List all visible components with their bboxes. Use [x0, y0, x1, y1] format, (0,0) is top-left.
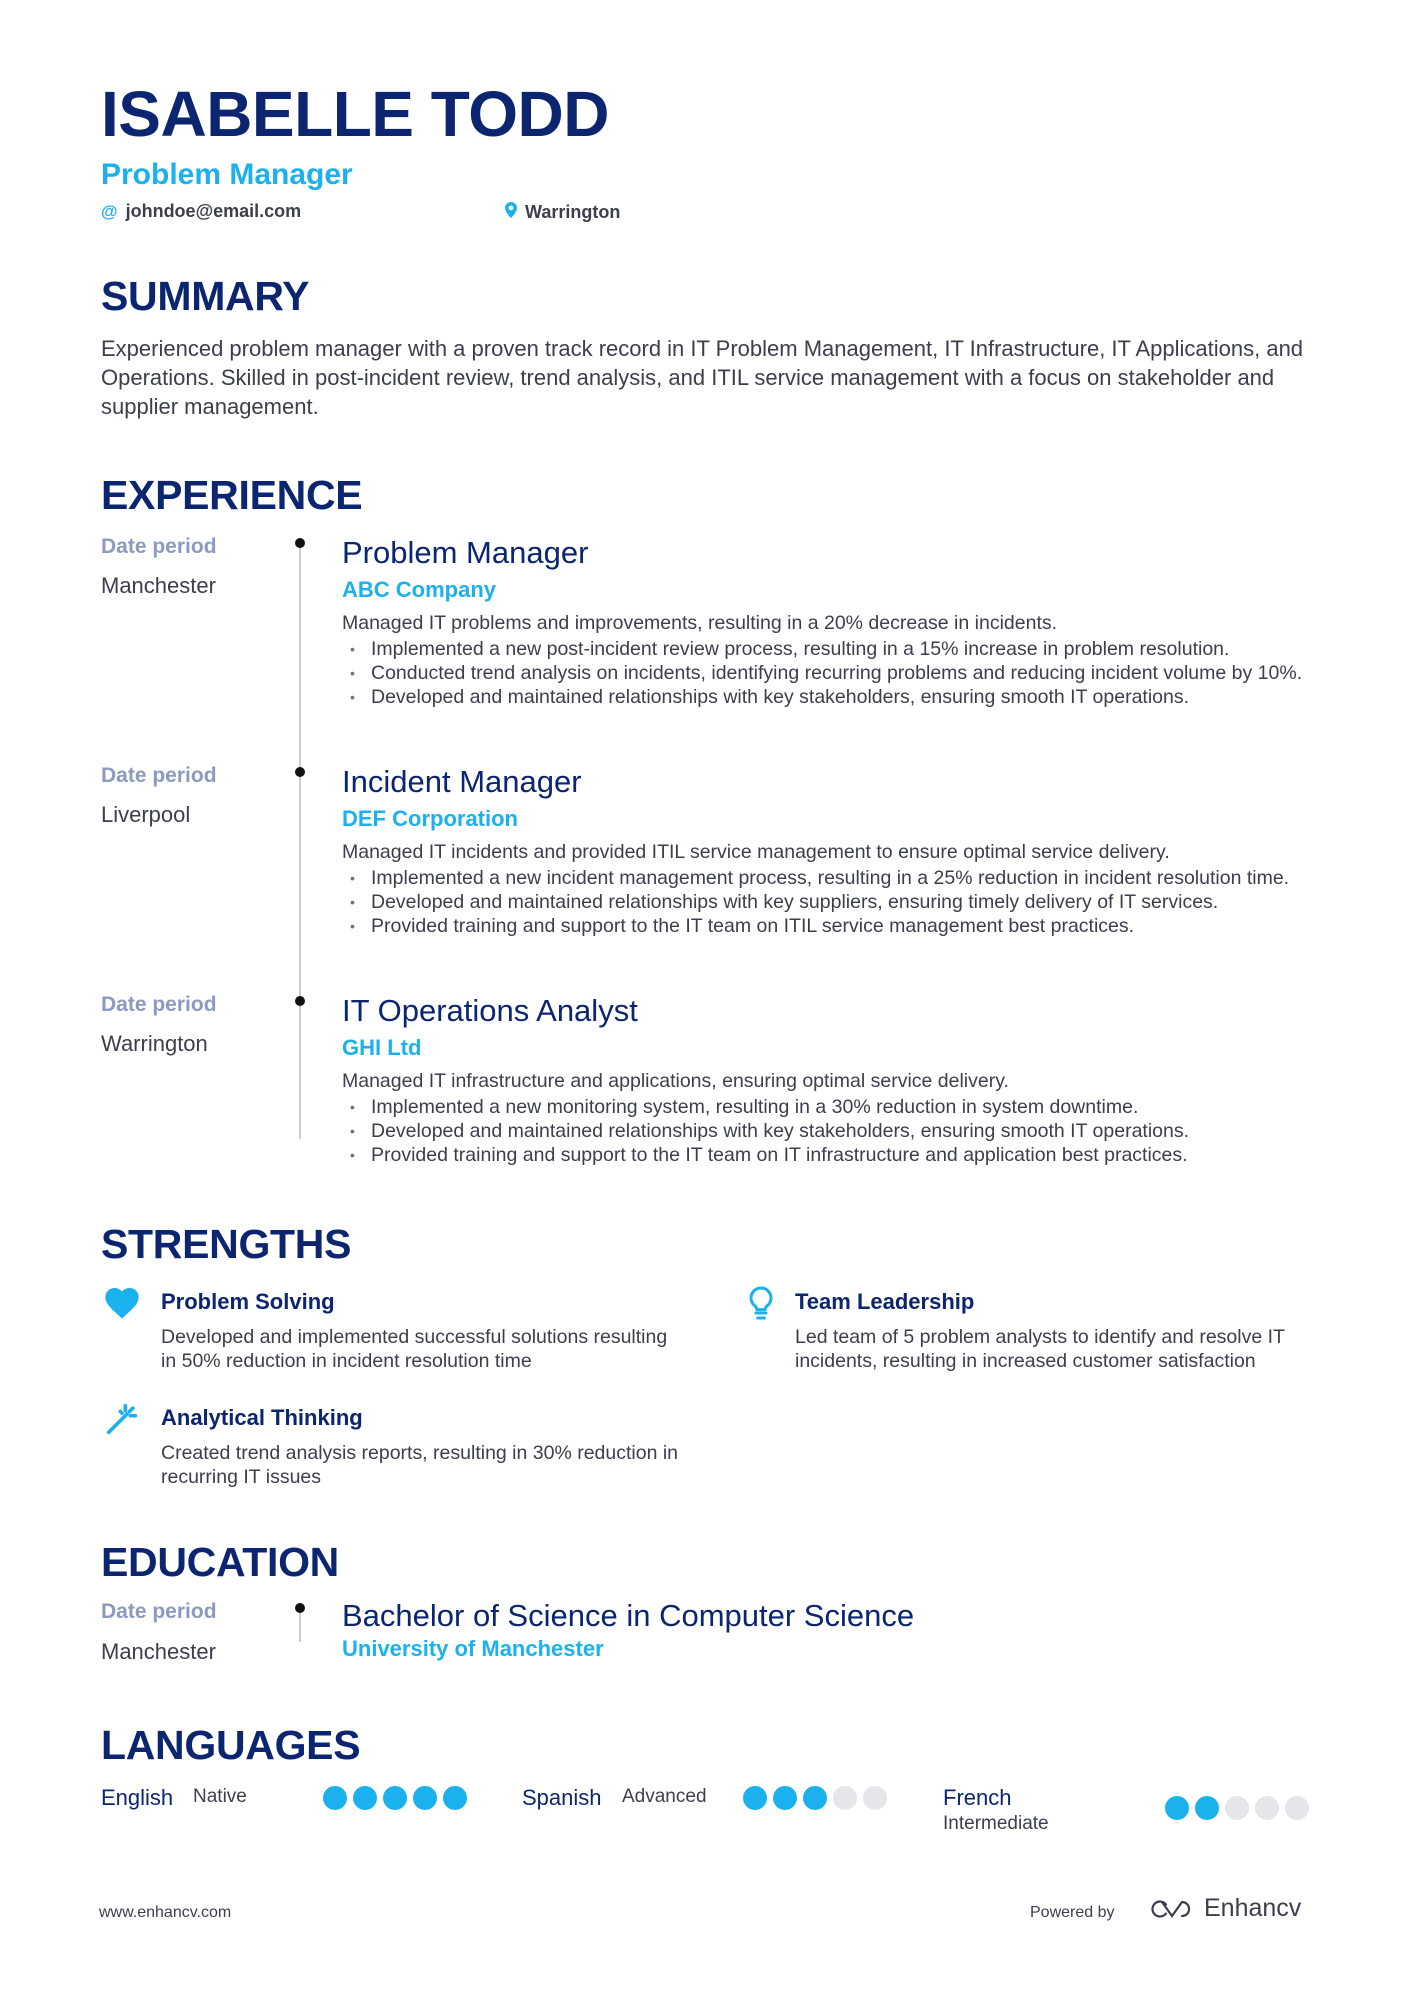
rating-dot-filled	[383, 1786, 407, 1810]
job-date: Date period	[101, 993, 217, 1016]
rating-dot-filled	[353, 1786, 377, 1810]
summary-text: Experienced problem manager with a proven track record in IT Problem Management, IT Infrastructure, IT Applications, and Operations. Skilled in post-incident review, trend analysis, and ITIL service management with a focus on stakeholder and supplier management.	[101, 336, 1304, 419]
language-level: Advanced	[622, 1786, 707, 1807]
job-bullet: • Developed and maintained relationships with key suppliers, ensuring timely delivery of IT services.	[342, 890, 1322, 914]
location-text: Warrington	[525, 201, 621, 222]
job-description: Managed IT incidents and provided ITIL service management to ensure optimal service delivery.	[342, 841, 1170, 863]
rating-dot-empty	[1255, 1796, 1279, 1820]
at-icon: @	[101, 201, 118, 221]
language-rating	[323, 1786, 467, 1810]
job-bullet: • Implemented a new incident management process, resulting in a 25% reduction in incident resolution time.	[342, 866, 1322, 890]
rating-dot-empty	[863, 1786, 887, 1810]
heart-icon	[102, 1283, 142, 1323]
education-degree: Bachelor of Science in Computer Science	[342, 1598, 915, 1633]
rating-dot-empty	[1225, 1796, 1249, 1820]
email-text: johndoe@email.com	[125, 201, 302, 221]
candidate-name: ISABELLE TODD	[101, 78, 609, 150]
language-name: French	[943, 1785, 1012, 1810]
footer-url[interactable]: www.enhancv.com	[99, 1904, 232, 1921]
rating-dot-filled	[323, 1786, 347, 1810]
timeline-dot	[295, 538, 305, 548]
job-bullet: • Provided training and support to the IT team on IT infrastructure and application best practices.	[342, 1143, 1322, 1167]
job-bullet: • Developed and maintained relationships with key stakeholders, ensuring smooth IT operations.	[342, 1119, 1322, 1143]
job-bullets	[342, 1095, 1322, 1167]
strength-description: Developed and implemented successful solutions resulting in 50% reduction in incident resolution time	[161, 1326, 668, 1372]
job-bullet: • Provided training and support to the IT team on ITIL service management best practices.	[342, 914, 1322, 938]
footer-powered-by: Powered by	[1030, 1904, 1115, 1921]
job-bullets	[342, 866, 1322, 938]
timeline-dot	[295, 996, 305, 1006]
job-description: Managed IT infrastructure and applications, ensuring optimal service delivery.	[342, 1070, 1009, 1092]
job-bullet: • Conducted trend analysis on incidents, identifying recurring problems and reducing incident volume by 10%.	[342, 661, 1322, 685]
contact-email[interactable]	[101, 202, 301, 220]
job-title: Incident Manager	[342, 764, 582, 799]
language-rating	[1165, 1796, 1309, 1820]
education-school: University of Manchester	[342, 1636, 604, 1661]
rating-dot-filled	[443, 1786, 467, 1810]
language-name: Spanish	[522, 1785, 602, 1810]
language-name: English	[101, 1785, 174, 1810]
job-location: Manchester	[101, 573, 216, 598]
rating-dot-empty	[833, 1786, 857, 1810]
strength-title: Analytical Thinking	[161, 1405, 363, 1430]
rating-dot-filled	[1195, 1796, 1219, 1820]
enhancv-logo-icon	[1150, 1898, 1196, 1920]
job-date: Date period	[101, 535, 217, 558]
rating-dot-empty	[1285, 1796, 1309, 1820]
rating-dot-filled	[773, 1786, 797, 1810]
rating-dot-filled	[803, 1786, 827, 1810]
education-timeline	[299, 1608, 301, 1642]
rating-dot-filled	[743, 1786, 767, 1810]
magic-wand-icon	[102, 1399, 142, 1439]
language-rating	[743, 1786, 887, 1810]
job-bullet: • Implemented a new monitoring system, resulting in a 30% reduction in system downtime.	[342, 1095, 1322, 1119]
timeline-dot	[295, 1603, 305, 1613]
strength-title: Problem Solving	[161, 1289, 335, 1314]
enhancv-wordmark: Enhancv	[1204, 1894, 1302, 1922]
location-pin-icon	[505, 202, 517, 221]
job-title: Problem Manager	[342, 535, 589, 570]
strengths-heading: STRENGTHS	[101, 1221, 352, 1267]
enhancv-logo[interactable]	[1150, 1896, 1301, 1921]
summary-heading: SUMMARY	[101, 273, 310, 319]
language-level: Native	[193, 1786, 247, 1807]
job-company: DEF Corporation	[342, 806, 518, 831]
experience-heading: EXPERIENCE	[101, 472, 363, 518]
strength-title: Team Leadership	[795, 1289, 975, 1314]
job-bullets	[342, 637, 1322, 709]
job-date: Date period	[101, 764, 217, 787]
language-level: Intermediate	[943, 1813, 1049, 1834]
job-title: IT Operations Analyst	[342, 993, 638, 1028]
job-bullet: • Developed and maintained relationships with key stakeholders, ensuring smooth IT operations.	[342, 685, 1322, 709]
rating-dot-filled	[1165, 1796, 1189, 1820]
timeline-dot	[295, 767, 305, 777]
job-location: Liverpool	[101, 802, 191, 827]
job-company: ABC Company	[342, 577, 497, 602]
education-date: Date period	[101, 1600, 217, 1623]
rating-dot-filled	[413, 1786, 437, 1810]
job-bullet: • Implemented a new post-incident review process, resulting in a 15% increase in problem resolution.	[342, 637, 1322, 661]
strength-description: Led team of 5 problem analysts to identify and resolve IT incidents, resulting in increased customer satisfaction	[795, 1326, 1285, 1372]
education-location: Manchester	[101, 1639, 216, 1664]
contact-location	[505, 202, 620, 221]
job-company: GHI Ltd	[342, 1035, 422, 1060]
job-location: Warrington	[101, 1031, 208, 1056]
strength-description: Created trend analysis reports, resulting in 30% reduction in recurring IT issues	[161, 1442, 679, 1488]
job-description: Managed IT problems and improvements, resulting in a 20% decrease in incidents.	[342, 612, 1058, 634]
candidate-role: Problem Manager	[101, 158, 353, 191]
languages-heading: LANGUAGES	[101, 1722, 361, 1768]
experience-timeline	[299, 543, 301, 1139]
lightbulb-icon	[741, 1283, 781, 1323]
education-heading: EDUCATION	[101, 1539, 339, 1585]
